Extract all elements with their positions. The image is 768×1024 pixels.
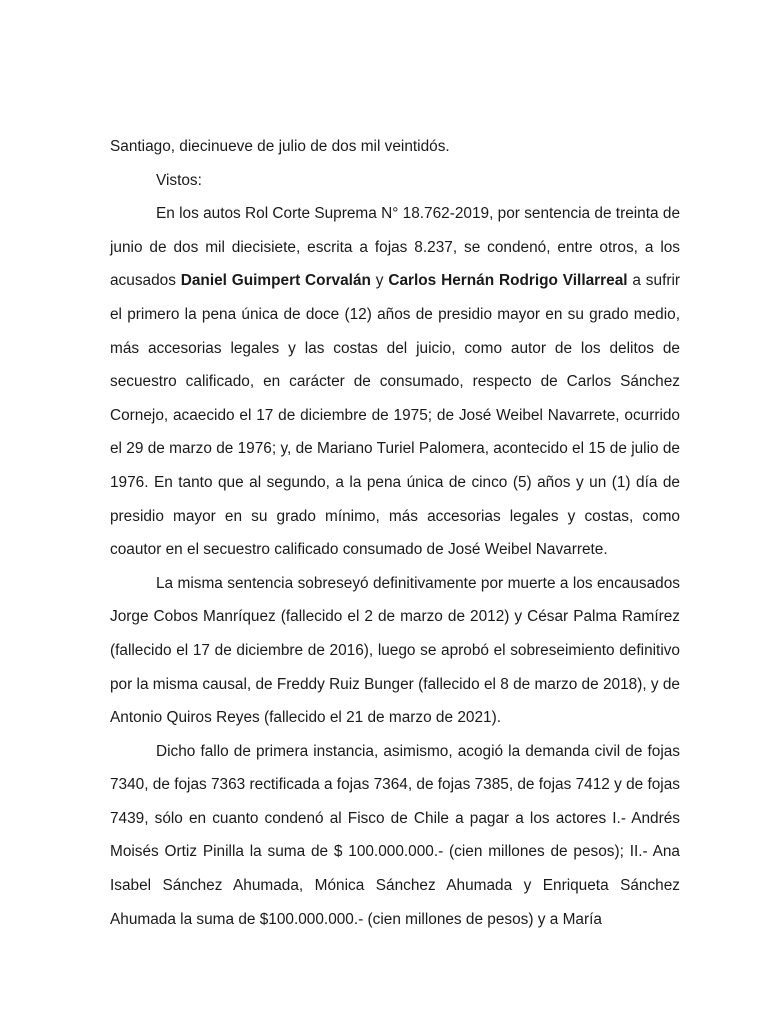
vistos-heading: Vistos: <box>156 171 202 189</box>
date-line: Santiago, diecinueve de julio de dos mil veintidós. <box>110 138 450 155</box>
paragraph-sentence <box>110 197 680 567</box>
paragraph-sentence-text-a: En los autos Rol Corte Suprema N° 18.762-2019, por sentencia de treinta de junio de dos mil diecisiete, escrita a fojas 8.237, se condenó, entre otros, a los acusados <box>110 205 680 290</box>
paragraph-civil-claim: Dicho fallo de primera instancia, asimismo, acogió la demanda civil de fojas 7340, de fojas 7363 rectificada a fojas 7364, de fojas 7385, de fojas 7412 y de fojas 7439, sólo en cuanto condenó al Fisco de Chile a pagar a los actores I.- Andrés Moisés Ortiz Pinilla la suma de $ 100.000.000.- (cien millones de pesos); II.- Ana Isabel Sánchez Ahumada, Mónica Sánchez Ahumada y Enriqueta Sánchez Ahumada la suma de $100.000.000.- (cien millones de pesos) y a María <box>110 742 680 928</box>
paragraph-sentence-text-b: y <box>370 272 389 290</box>
defendant-name-2: Carlos Hernán Rodrigo Villarreal <box>388 272 628 290</box>
defendant-name-1: Daniel Guimpert Corvalán <box>180 272 371 290</box>
paragraph-sentence-text-c: a sufrir el primero la pena única de doce (12) años de presidio mayor en su grado medio, más accesorias legales y las costas del juicio, como autor de los delitos de secuestro calificado, en carácter de consumado, respecto de Carlos Sánchez Cornejo, acaecido el 17 de diciembre de 1975; de José Weibel Navarrete, ocurrido el 29 de marzo de 1976; y, de Mariano Turiel Palomera, acontecido el 15 de julio de 1976. En tanto que al segundo, a la pena única de cinco (5) años y un (1) día de presidio mayor en su grado mínimo, más accesorias legales y costas, como coautor en el secuestro calificado consumado de José Weibel Navarrete. <box>110 272 681 559</box>
document-page <box>110 130 680 936</box>
paragraph-dismissal: La misma sentencia sobreseyó definitivamente por muerte a los encausados Jorge Cobos Manríquez (fallecido el 2 de marzo de 2012) y César Palma Ramírez (fallecido el 17 de diciembre de 2016), luego se aprobó el sobreseimiento definitivo por la misma causal, de Freddy Ruiz Bunger (fallecido el 8 de marzo de 2018), y de Antonio Quiros Reyes (fallecido el 21 de marzo de 2021). <box>110 574 680 727</box>
